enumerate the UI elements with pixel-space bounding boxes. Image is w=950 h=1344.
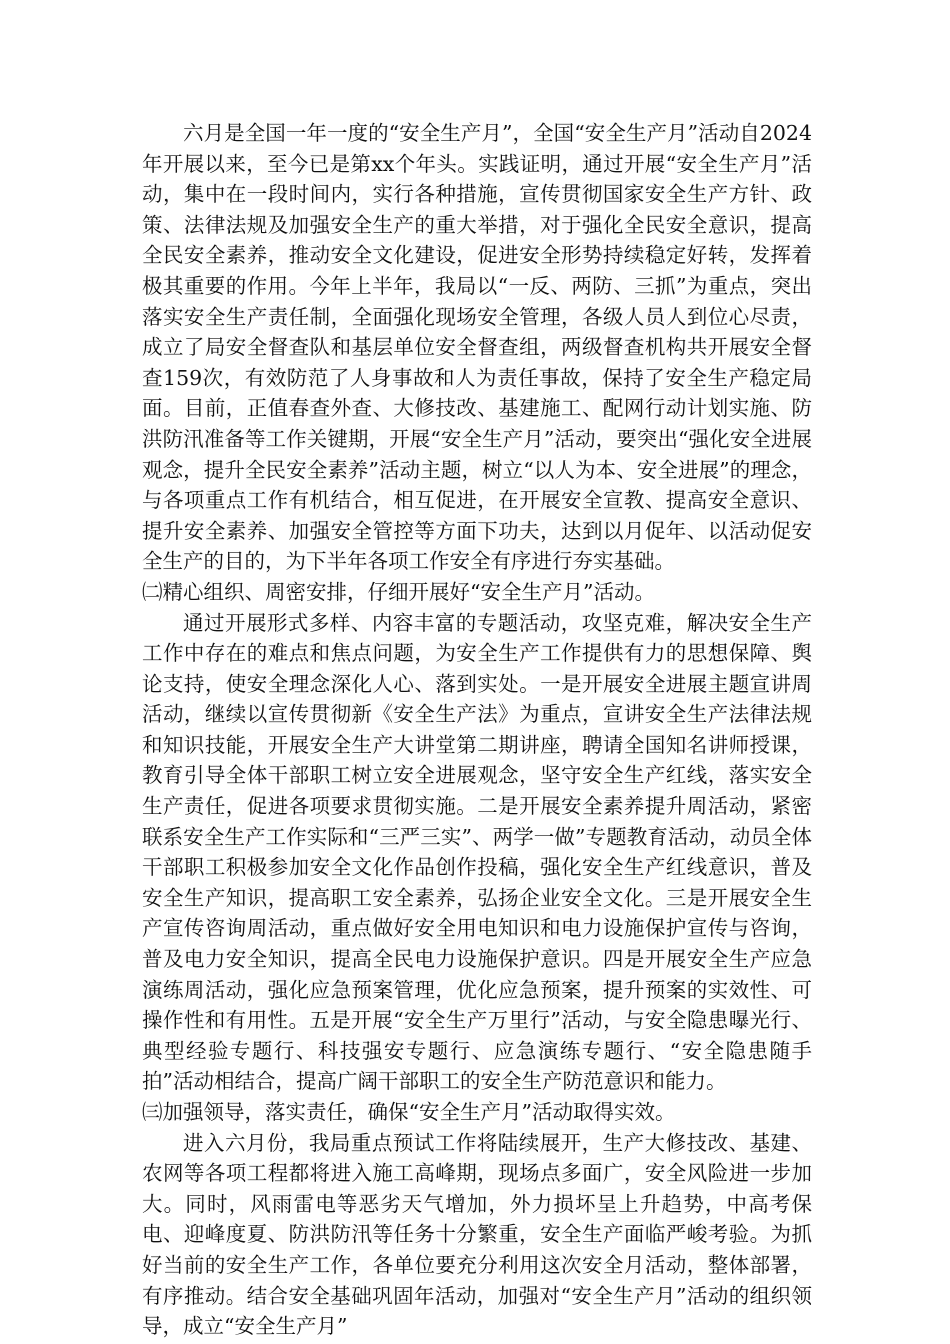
paragraph-activities: 通过开展形式多样、内容丰富的专题活动，攻坚克难，解决安全生产工作中存在的难点和焦点问题，为安全生产工作提供有力的思想保障、舆论支持，使安全理念深化人心、落到实处。一是开展安全进展主题宣讲周活动，继续以宣传贯彻新《安全生产法》为重点，宣讲安全生产法律法规和知识技能，开展安全生产大讲堂第二期讲座，聘请全国知名讲师授课，教育引导全体干部职工树立安全进展观念，坚守安全生产红线，落实安全生产责任，促进各项要求贯彻实施。二是开展安全素养提升周活动，紧密联系安全生产工作实际和“三严三实”、两学一做”专题教育活动，动员全体干部职工积极参加安全文化作品创作投稿，强化安全生产红线意识，普及安全生产知识，提高职工安全素养，弘扬企业安全文化。三是开展安全生产宣传咨询周活动，重点做好安全用电知识和电力设施保护宣传与咨询，普及电力安全知识，提高全民电力设施保护意识。四是开展安全生产应急演练周活动，强化应急预案管理，优化应急预案，提升预案的实效性、可操作性和有用性。五是开展“安全生产万里行”活动，与安全隐患曝光行、典型经验专题行、科技强安专题行、应急演练专题行、“安全隐患随手拍”活动相结合，提高广阔干部职工的安全生产防范意识和能力。 <box>142 610 812 1094</box>
section-heading-2: ㈡精心组织、周密安排，仔细开展好“安全生产月”活动。 <box>142 579 655 604</box>
paragraph-intro: 六月是全国一年一度的“安全生产月”，全国“安全生产月”活动自2024年开展以来，至今已是第xx个年头。实践证明，通过开展“安全生产月”活动，集中在一段时间内，实行各种措施，宣传贯彻国家安全生产方针、政策、法律法规及加强安全生产的重大举措，对于强化全民安全意识，提高全民安全素养，推动安全文化建设，促进安全形势持续稳定好转，发挥着极其重要的作用。今年上半年，我局以“一反、两防、三抓”为重点，突出落实安全生产责任制，全面强化现场安全管理，各级人员人到位心尽责，成立了局安全督查队和基层单位安全督查组，两级督查机构共开展安全督查159次，有效防范了人身事故和人为责任事故，保持了安全生产稳定局面。目前，正值春查外查、大修技改、基建施工、配网行动计划实施、防洪防汛准备等工作关键期，开展“安全生产月”活动，要突出“强化安全进展观念，提升全民安全素养”活动主题，树立“以人为本、安全进展”的理念，与各项重点工作有机结合，相互促进，在开展安全宣教、提高安全意识、提升安全素养、加强安全管控等方面下功夫，达到以月促年、以活动促安全生产的目的，为下半年各项工作安全有序进行夯实基础。 <box>142 121 812 574</box>
section-heading-3: ㈢加强领导，落实责任，确保“安全生产月”活动取得实效。 <box>142 1100 676 1124</box>
paragraph-leadership: 进入六月份，我局重点预试工作将陆续展开，生产大修技改、基建、农网等各项工程都将进入施工高峰期，现场点多面广，安全风险进一步加大。同时，风雨雷电等恶劣天气增加，外力损坏呈上升趋势，中高考保电、迎峰度夏、防洪防汛等任务十分繁重，安全生产面临严峻考验。为抓好当前的安全生产工作，各单位要充分利用这次安全月活动，整体部署，有序推动。结合安全基础巩固年活动，加强对“安全生产月”活动的组织领导，成立“安全生产月” <box>142 1130 812 1339</box>
